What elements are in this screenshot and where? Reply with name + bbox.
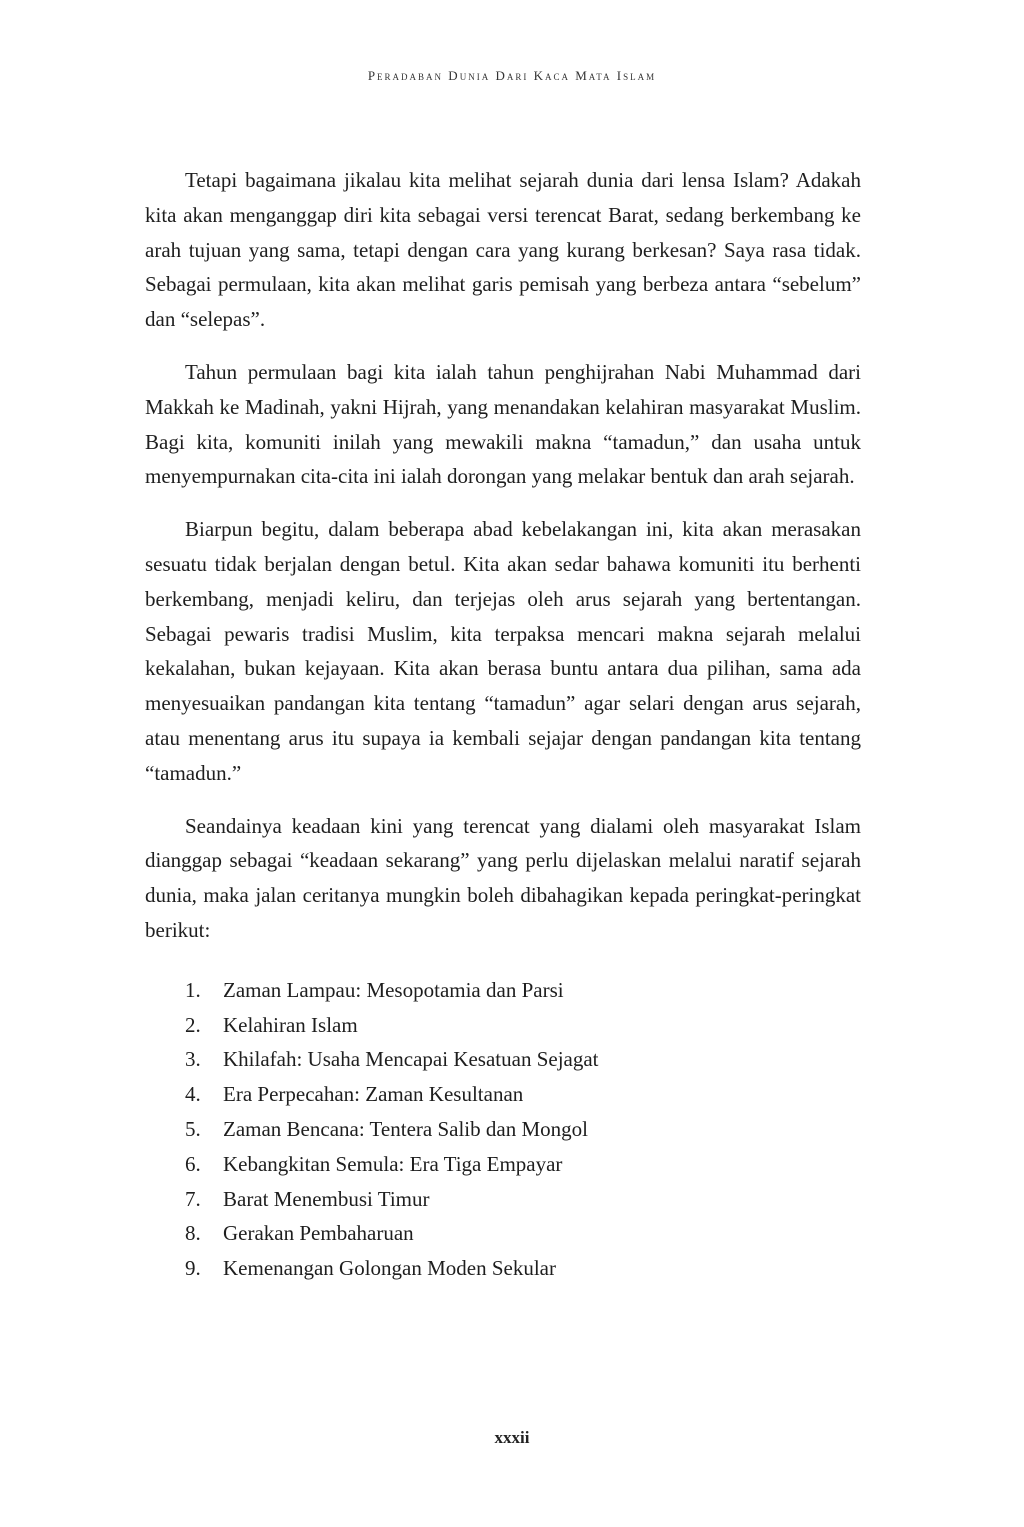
list-text: Kemenangan Golongan Moden Sekular <box>223 1256 556 1281</box>
list-text: Zaman Bencana: Tentera Salib dan Mongol <box>223 1116 588 1141</box>
running-head: Peradaban Dunia Dari Kaca Mata Islam <box>367 68 657 83</box>
paragraph: Tahun permulaan bagi kita ialah tahun penghijrahan Nabi Muhammad dari Makkah ke Madinah, yakni Hijrah, yang menandakan kelahiran masyarakat Muslim. Bagi kita, komuniti inilah yang mewakili makna “tamadun,” dan usaha untuk menyempurnakan cita-cita ini ialah dorongan yang melakar bentuk dan arah sejarah. <box>145 359 861 489</box>
list-item <box>185 1147 861 1182</box>
list-number: 1. <box>185 977 201 1002</box>
list-item <box>185 1216 861 1251</box>
list-item <box>185 973 861 1008</box>
list-number: 6. <box>185 1151 201 1176</box>
list-number: 8. <box>185 1221 201 1246</box>
list-number: 2. <box>185 1012 201 1037</box>
list-number: 9. <box>185 1256 201 1281</box>
list-number: 7. <box>185 1186 201 1211</box>
paragraph: Tetapi bagaimana jikalau kita melihat sejarah dunia dari lensa Islam? Adakah kita akan menganggap diri kita sebagai versi terencat Barat, sedang berkembang ke arah tujuan yang sama, tetapi dengan cara yang kurang berkesan? Saya rasa tidak. Sebagai permulaan, kita akan melihat garis pemisah yang berbeza antara “sebelum” dan “selepas”. <box>145 168 861 332</box>
list-text: Era Perpecahan: Zaman Kesultanan <box>223 1082 524 1107</box>
list-item <box>185 1008 861 1043</box>
list-number: 5. <box>185 1116 201 1141</box>
list-text: Zaman Lampau: Mesopotamia dan Parsi <box>223 977 564 1002</box>
list-text: Khilafah: Usaha Mencapai Kesatuan Sejagat <box>223 1047 599 1072</box>
list-item <box>185 1042 861 1077</box>
stages-list <box>145 973 861 1286</box>
list-text: Barat Menembusi Timur <box>223 1186 430 1211</box>
page-number: xxxii <box>494 1428 530 1447</box>
list-item <box>185 1112 861 1147</box>
list-item <box>185 1182 861 1217</box>
list-text: Kebangkitan Semula: Era Tiga Empayar <box>223 1151 563 1176</box>
paragraph: Biarpun begitu, dalam beberapa abad kebelakangan ini, kita akan merasakan sesuatu tidak berjalan dengan betul. Kita akan sedar bahawa komuniti itu berhenti berkembang, menjadi keliru, dan terjejas oleh arus sejarah yang bertentangan. Sebagai pewaris tradisi Muslim, kita terpaksa mencari makna sejarah melalui kekalahan, bukan kejayaan. Kita akan berasa buntu antara dua pilihan, sama ada menyesuaikan pandangan kita tentang “tamadun” agar selari dengan arus sejarah, atau menentang arus itu supaya ia kembali sejajar dengan pandangan kita tentang “tamadun.” <box>145 517 861 785</box>
list-text: Kelahiran Islam <box>223 1012 358 1037</box>
body-text <box>145 163 861 1286</box>
list-item <box>185 1251 861 1286</box>
list-item <box>185 1077 861 1112</box>
list-text: Gerakan Pembaharuan <box>223 1221 414 1246</box>
list-number: 3. <box>185 1047 201 1072</box>
paragraph: Seandainya keadaan kini yang terencat yang dialami oleh masyarakat Islam dianggap sebagai “keadaan sekarang” yang perlu dijelaskan melalui naratif sejarah dunia, maka jalan ceritanya mungkin boleh dibahagikan kepada peringkat-peringkat berikut: <box>145 813 861 942</box>
list-number: 4. <box>185 1082 201 1107</box>
